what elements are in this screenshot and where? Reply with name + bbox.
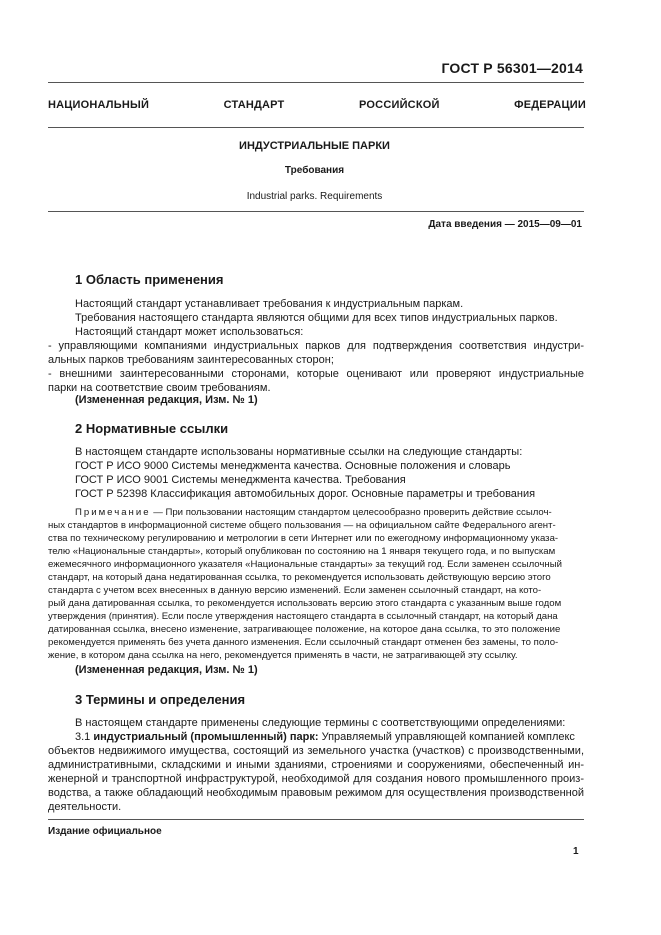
header-rule: [48, 82, 584, 83]
term-name: индустриальный (промышленный) парк:: [93, 731, 319, 743]
note-label: Примечание: [75, 507, 151, 518]
term-3-1-line: [75, 730, 575, 744]
introduction-date: Дата введения — 2015—09—01: [428, 219, 582, 230]
footer-rule: [48, 819, 584, 820]
title-rule: [48, 127, 584, 128]
section-1-line: - внешними заинтересованными сторонами, которые оценивают или проверяют индустриальные: [48, 368, 584, 380]
term-definition-line: объектов недвижимого имущества, состоящий из земельного участка (участков) с производственными,: [48, 745, 584, 757]
reference-gost-52398: ГОСТ Р 52398 Классификация автомобильных дорог. Основные параметры и требования: [75, 488, 536, 500]
document-title-english: Industrial parks. Requirements: [246, 191, 383, 202]
note-line: жение, в котором дана ссылка на него, рекомендуется применять в части, не затрагивающей эту ссылку.: [48, 650, 518, 661]
note-line: стандарта с учетом всех внесенных в данную версию изменений. Если заменен ссылочный стандарт, на кото-: [48, 585, 542, 596]
term-definition-line: деятельности.: [48, 801, 122, 813]
document-title: ИНДУСТРИАЛЬНЫЕ ПАРКИ: [239, 140, 390, 152]
section-3-intro: В настоящем стандарте применены следующие термины с соответствующими определениями:: [75, 717, 566, 729]
reference-gost-9000: ГОСТ Р ИСО 9000 Системы менеджмента качества. Основные положения и словарь: [75, 460, 511, 472]
section-1-line: - управляющими компаниями индустриальных парков для подтверждения соответствия индустри-: [48, 340, 584, 352]
term-definition-line: водства, а также обладающий необходимым правовым режимом для осуществления производственной: [48, 787, 584, 799]
reference-gost-9001: ГОСТ Р ИСО 9001 Системы менеджмента качества. Требования: [75, 474, 406, 486]
note-line: рекомендуется применять без учета данного изменения. Если ссылочный стандарт отменен без замены, то поло-: [48, 637, 559, 648]
section-3-heading: 3 Термины и определения: [75, 692, 246, 707]
term-definition-line: женерной и транспортной инфраструктурой, необходимой для создания нового промышленного произ-: [48, 773, 584, 785]
note-line: датированная ссылка, внесено изменение, затрагивающее положение, на которое дана ссылка, то это положение: [48, 624, 561, 635]
section-2-heading: 2 Нормативные ссылки: [75, 421, 229, 436]
note-first-text: — При пользовании настоящим стандартом целесообразно проверить действие ссылоч-: [150, 507, 552, 518]
standard-number: ГОСТ Р 56301—2014: [441, 60, 583, 76]
section-1-heading: 1 Область применения: [75, 272, 224, 287]
section-1-line: Требования настоящего стандарта являются общими для всех типов индустриальных парков.: [75, 312, 558, 324]
page-number: 1: [573, 846, 579, 857]
section-1-revision: (Измененная редакция, Изм. № 1): [75, 394, 258, 406]
note-line: стандарт, на который дана недатированная ссылка, то рекомендуется использовать действующую версию этого: [48, 572, 551, 583]
section-1-line: парки на соответствие своим требованиям.: [48, 382, 271, 394]
section-2-line: В настоящем стандарте использованы нормативные ссылки на следующие стандарты:: [75, 446, 523, 458]
intro-rule: [48, 211, 584, 212]
term-number: 3.1: [75, 731, 94, 743]
term-definition-start: Управляемый управляющей компанией комплекс: [318, 731, 575, 743]
document-subtitle: Требования: [284, 165, 345, 176]
note-line: утверждения (принятия). Если после утверждения настоящего стандарта в ссылочный стандарт, на который дана: [48, 611, 558, 622]
note-line: телю «Национальные стандарты», который опубликован по состоянию на 1 января текущего года, и по выпускам: [48, 546, 556, 557]
section-1-line: Настоящий стандарт может использоваться:: [75, 326, 304, 338]
official-edition-label: Издание официальное: [48, 826, 162, 837]
note-line: ных стандартов в информационной системе общего пользования — на официальном сайте Федерального агент-: [48, 520, 556, 531]
national-standard-title: НАЦИОНАЛЬНЫЙ СТАНДАРТ РОССИЙСКОЙ ФЕДЕРАЦИИ: [48, 99, 586, 111]
note-line: рый дана датированная ссылка, то рекомендуется использовать версию этого стандарта с указанным выше годом: [48, 598, 562, 609]
section-1-line: Настоящий стандарт устанавливает требования к индустриальным паркам.: [75, 298, 464, 310]
section-2-revision: (Измененная редакция, Изм. № 1): [75, 664, 258, 676]
note-first-line: [75, 506, 552, 519]
section-1-line: альных парков требованиям заинтересованных сторон;: [48, 354, 334, 366]
term-definition-line: административными, складскими и иными зданиями, строениями и сооружениями, обеспеченный ин-: [48, 759, 584, 771]
note-line: ства по техническому регулированию и метрологии в сети Интернет или по ежегодному информационному указа-: [48, 533, 559, 544]
note-line: ежемесячного информационного указателя «Национальные стандарты» за текущий год. Если заменен ссылочный: [48, 559, 562, 570]
